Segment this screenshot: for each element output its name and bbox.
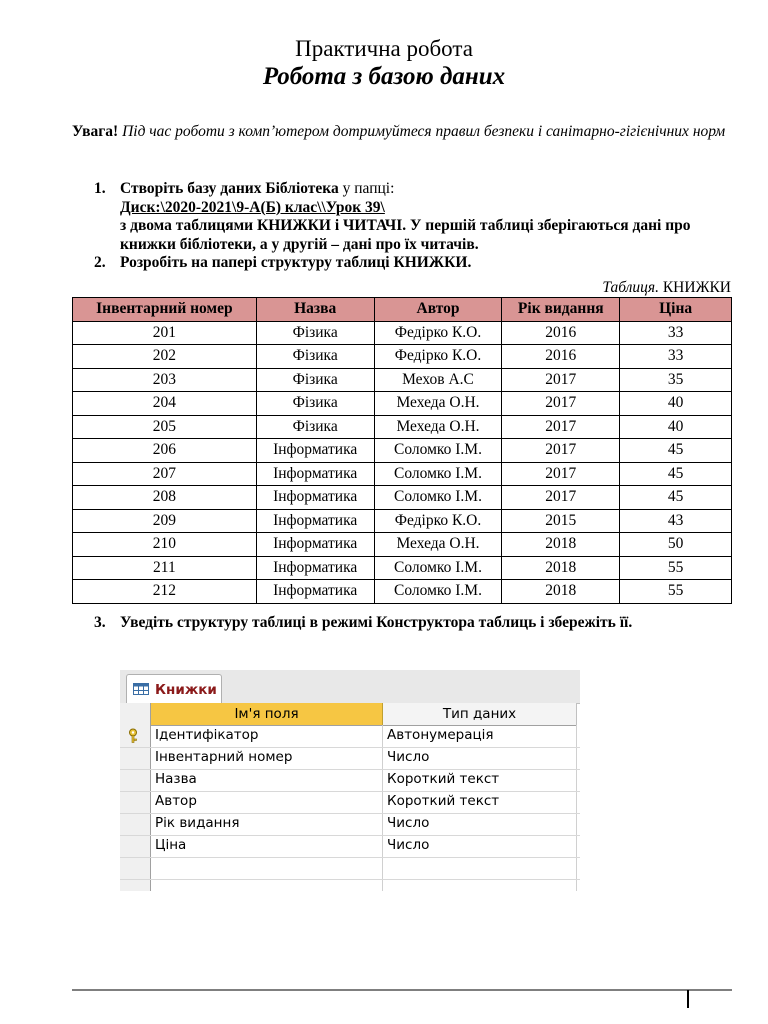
cell-year: 2017 [502, 439, 620, 463]
cell-year: 2016 [502, 321, 620, 345]
cell-author: Соломко І.М. [374, 556, 502, 580]
task-1-text-3: з двома таблицями [120, 217, 257, 234]
table-row [73, 368, 732, 392]
table-row [73, 345, 732, 369]
col-header-field-name[interactable]: Ім'я поля [151, 703, 383, 726]
cell-author: Мехеда О.Н. [374, 533, 502, 557]
cell-author: Соломко І.М. [374, 486, 502, 510]
table-row [73, 580, 732, 604]
cell-year: 2018 [502, 533, 620, 557]
task-2-end: . [467, 254, 472, 271]
cell-title: Інформатика [256, 533, 374, 557]
warning-label: Увага! [72, 123, 119, 140]
table-caption-name: КНИЖКИ [658, 279, 731, 296]
cell-price: 45 [620, 462, 732, 486]
task-1-text-4: . У першій таблиці зберігаються дані про книжки бібліотеки, а у другій – дані про їх читачів. [120, 217, 691, 253]
cell-inventory: 209 [73, 509, 257, 533]
cell-author: Соломко І.М. [374, 462, 502, 486]
table-row [73, 439, 732, 463]
field-name[interactable]: Ціна [155, 837, 187, 853]
table-row [73, 462, 732, 486]
field-type[interactable]: Число [387, 749, 430, 765]
col-header-year: Рік видання [502, 298, 620, 322]
task-3-text: Уведіть структуру таблиці в режимі Конструктора таблиць і збережіть її. [120, 614, 633, 631]
cell-year: 2016 [502, 345, 620, 369]
table-row [73, 415, 732, 439]
books-table-header-row [73, 298, 732, 322]
empty-field-row[interactable] [120, 857, 580, 880]
cell-price: 35 [620, 368, 732, 392]
task-3 [72, 614, 732, 632]
cell-title: Фізика [256, 321, 374, 345]
cell-year: 2017 [502, 392, 620, 416]
cell-inventory: 203 [73, 368, 257, 392]
task-2-text: Розробіть на папері структуру таблиці [120, 254, 394, 271]
cell-title: Інформатика [256, 486, 374, 510]
field-name[interactable]: Ідентифікатор [155, 727, 259, 743]
cell-year: 2018 [502, 556, 620, 580]
cell-inventory: 206 [73, 439, 257, 463]
task-1-path: Диск:\2020-2021\9-А(Б) клас\\Урок 39\ [120, 198, 385, 216]
table-row [73, 486, 732, 510]
table-caption [602, 279, 731, 297]
cell-year: 2017 [502, 415, 620, 439]
task-1-table2: ЧИТАЧІ [343, 217, 403, 234]
cell-year: 2015 [502, 509, 620, 533]
page-subtitle: Практична робота [295, 36, 473, 61]
cell-title: Інформатика [256, 462, 374, 486]
warning-text: Під час роботи з комп’ютером дотримуйтеся правил безпеки і санітарно-гігієнічних норм [118, 123, 726, 140]
cell-author: Федірко К.О. [374, 345, 502, 369]
field-type[interactable]: Число [387, 837, 430, 853]
cell-author: Соломко І.М. [374, 439, 502, 463]
field-name[interactable]: Автор [155, 793, 197, 809]
col-header-author: Автор [374, 298, 502, 322]
cell-inventory: 211 [73, 556, 257, 580]
cell-inventory: 201 [73, 321, 257, 345]
cell-inventory: 212 [73, 580, 257, 604]
field-name[interactable]: Рік видання [155, 815, 240, 831]
table-row [73, 533, 732, 557]
task-3-number: 3. [94, 614, 106, 631]
table-caption-label: Таблиця. [602, 279, 659, 296]
col-header-inventory: Інвентарний номер [73, 298, 257, 322]
cell-price: 55 [620, 580, 732, 604]
tab-books-table[interactable] [126, 674, 222, 704]
table-row [73, 321, 732, 345]
cell-inventory: 208 [73, 486, 257, 510]
footer-tick [687, 990, 689, 1008]
cell-year: 2017 [502, 368, 620, 392]
cell-title: Інформатика [256, 439, 374, 463]
books-table [72, 297, 732, 604]
task-1-table1: КНИЖКИ [256, 217, 331, 234]
task-1-text: Створіть базу даних [120, 180, 266, 197]
field-row[interactable] [120, 769, 580, 792]
table-row [73, 392, 732, 416]
cell-author: Мехеда О.Н. [374, 415, 502, 439]
task-1-db-name: Бібліотека [265, 180, 339, 197]
cell-price: 33 [620, 345, 732, 369]
table-icon [133, 683, 149, 695]
field-row[interactable] [120, 747, 580, 770]
cell-title: Інформатика [256, 509, 374, 533]
field-type[interactable]: Короткий текст [387, 793, 500, 809]
field-type[interactable]: Автонумерація [387, 727, 494, 743]
task-1-text-2: у папці: [338, 180, 395, 197]
task-1 [72, 180, 732, 254]
field-row[interactable] [120, 725, 580, 748]
cell-inventory: 207 [73, 462, 257, 486]
table-row [73, 509, 732, 533]
cell-price: 43 [620, 509, 732, 533]
field-type[interactable]: Короткий текст [387, 771, 500, 787]
cell-price: 55 [620, 556, 732, 580]
task-2 [72, 254, 732, 273]
cell-title: Фізика [256, 345, 374, 369]
access-design-view-screenshot [120, 663, 580, 885]
field-row[interactable] [120, 813, 580, 836]
col-header-data-type[interactable]: Тип даних [383, 703, 577, 726]
field-name[interactable]: Назва [155, 771, 197, 787]
cell-year: 2018 [502, 580, 620, 604]
cell-price: 45 [620, 486, 732, 510]
tab-label: Книжки [155, 682, 217, 698]
footer-divider [72, 989, 732, 991]
cell-year: 2017 [502, 486, 620, 510]
cell-author: Мехеда О.Н. [374, 392, 502, 416]
warning-paragraph [72, 122, 732, 142]
cell-author: Мехов А.С [374, 368, 502, 392]
cell-price: 40 [620, 415, 732, 439]
cell-author: Соломко І.М. [374, 580, 502, 604]
cell-price: 40 [620, 392, 732, 416]
task-2-table: КНИЖКИ [393, 254, 468, 271]
task-1-number: 1. [94, 180, 106, 197]
cell-title: Фізика [256, 415, 374, 439]
field-row[interactable] [120, 835, 580, 858]
col-header-title: Назва [256, 298, 374, 322]
table-row [73, 556, 732, 580]
cell-inventory: 210 [73, 533, 257, 557]
cell-title: Фізика [256, 368, 374, 392]
field-row[interactable] [120, 791, 580, 814]
cell-title: Інформатика [256, 556, 374, 580]
field-name[interactable]: Інвентарний номер [155, 749, 293, 765]
cell-price: 33 [620, 321, 732, 345]
cell-inventory: 202 [73, 345, 257, 369]
col-header-price: Ціна [620, 298, 732, 322]
cell-title: Фізика [256, 392, 374, 416]
cell-inventory: 204 [73, 392, 257, 416]
page-title: Робота з базою даних [262, 63, 506, 90]
cell-price: 50 [620, 533, 732, 557]
field-type[interactable]: Число [387, 815, 430, 831]
primary-key-icon [128, 728, 142, 744]
cell-inventory: 205 [73, 415, 257, 439]
design-grid [120, 703, 580, 891]
cell-price: 45 [620, 439, 732, 463]
task-2-number: 2. [94, 254, 106, 271]
cell-title: Інформатика [256, 580, 374, 604]
task-1-and: і [330, 217, 344, 234]
cell-year: 2017 [502, 462, 620, 486]
access-tab-bar [120, 670, 580, 704]
cell-author: Федірко К.О. [374, 321, 502, 345]
task-list [72, 180, 732, 273]
cell-author: Федірко К.О. [374, 509, 502, 533]
